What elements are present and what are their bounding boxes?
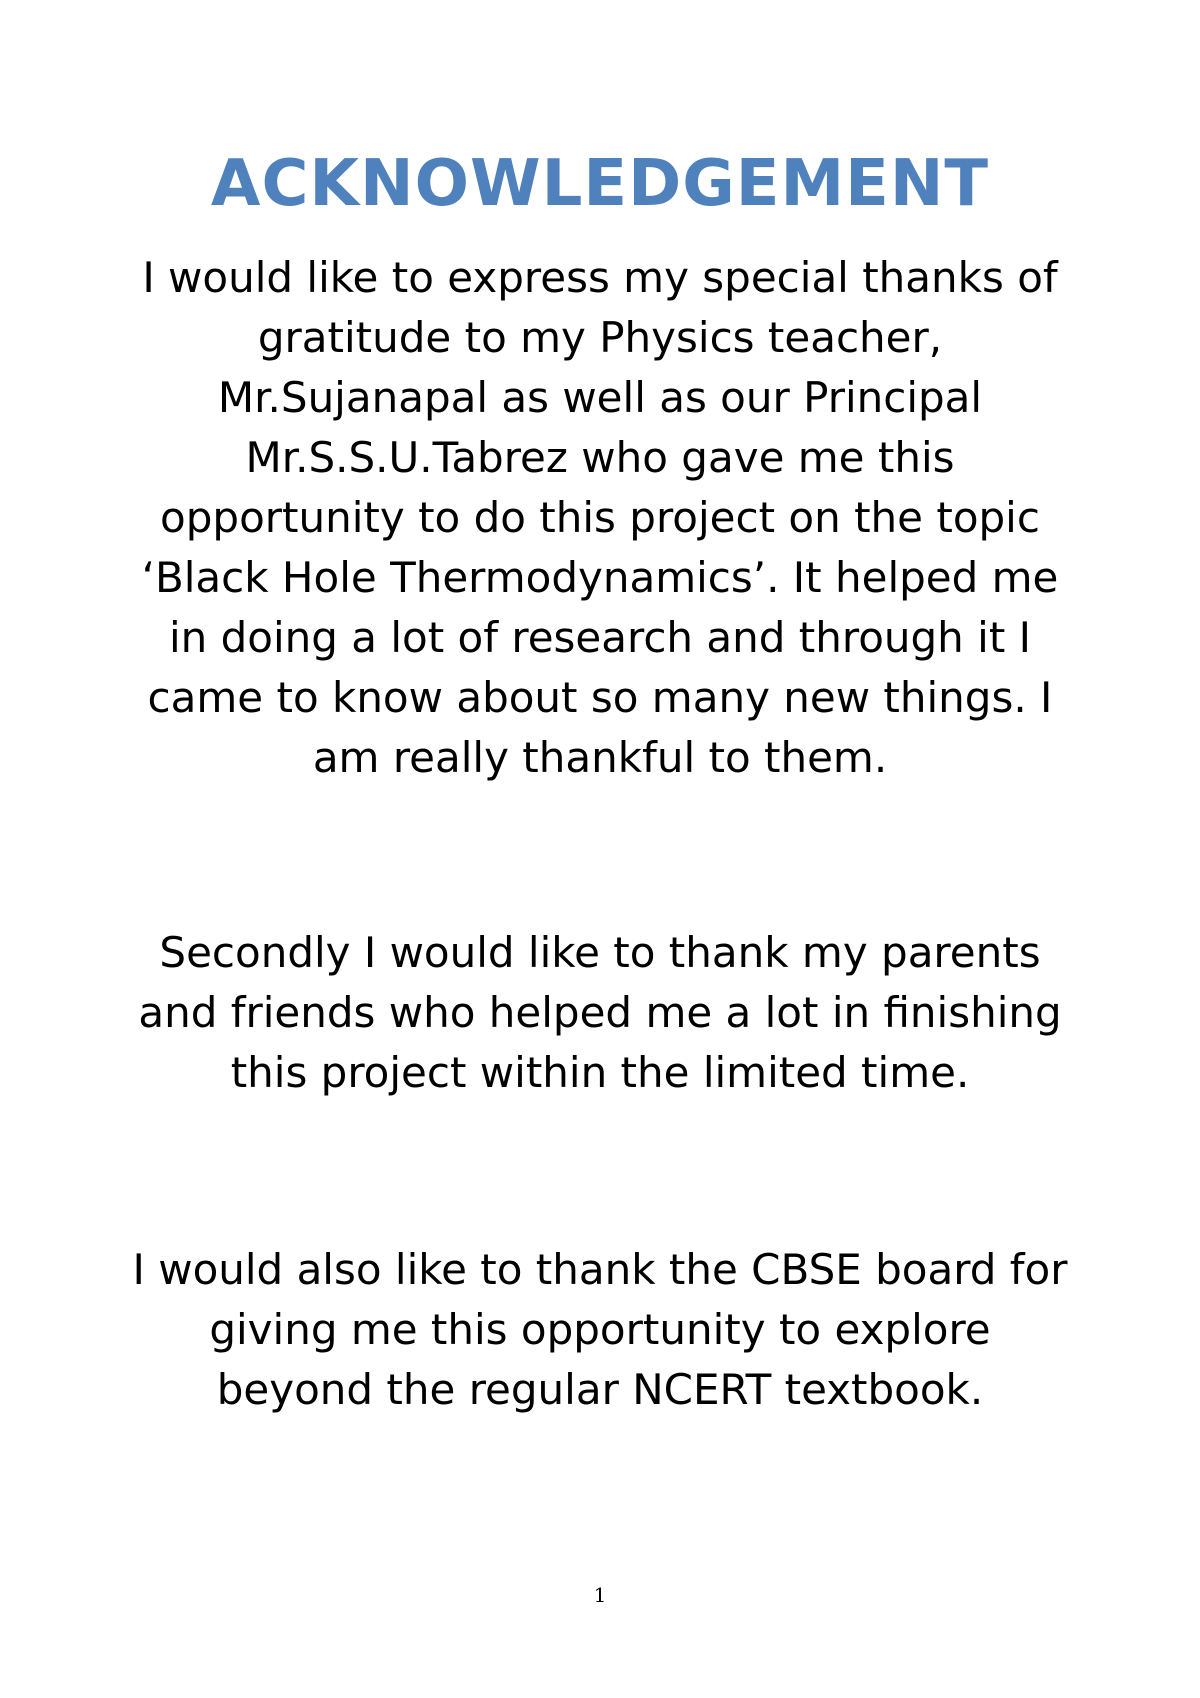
page-title: ACKNOWLEDGEMENT — [210, 147, 990, 221]
page-number: 1 — [593, 1583, 607, 1607]
paragraph-family-thanks: Secondly I would like to thank my parents and friends who helped me a lot in finishing this project within the limited time. — [138, 928, 1062, 1097]
paragraph-board-thanks: I would also like to thank the CBSE board for giving me this opportunity to explore beyond the regular NCERT textbook. — [132, 1245, 1068, 1414]
paragraph-teacher-thanks: I would like to express my special thanks of gratitude to my Physics teacher, Mr.Sujanapal as well as our Principal Mr.S.S.U.Tabrez who gave me this opportunity to do this project on the topic ‘Black Hole Thermodynamics’. It helped me in doing a lot of research and through it I came to know about so many new things. I am really thankful to them. — [141, 253, 1059, 782]
